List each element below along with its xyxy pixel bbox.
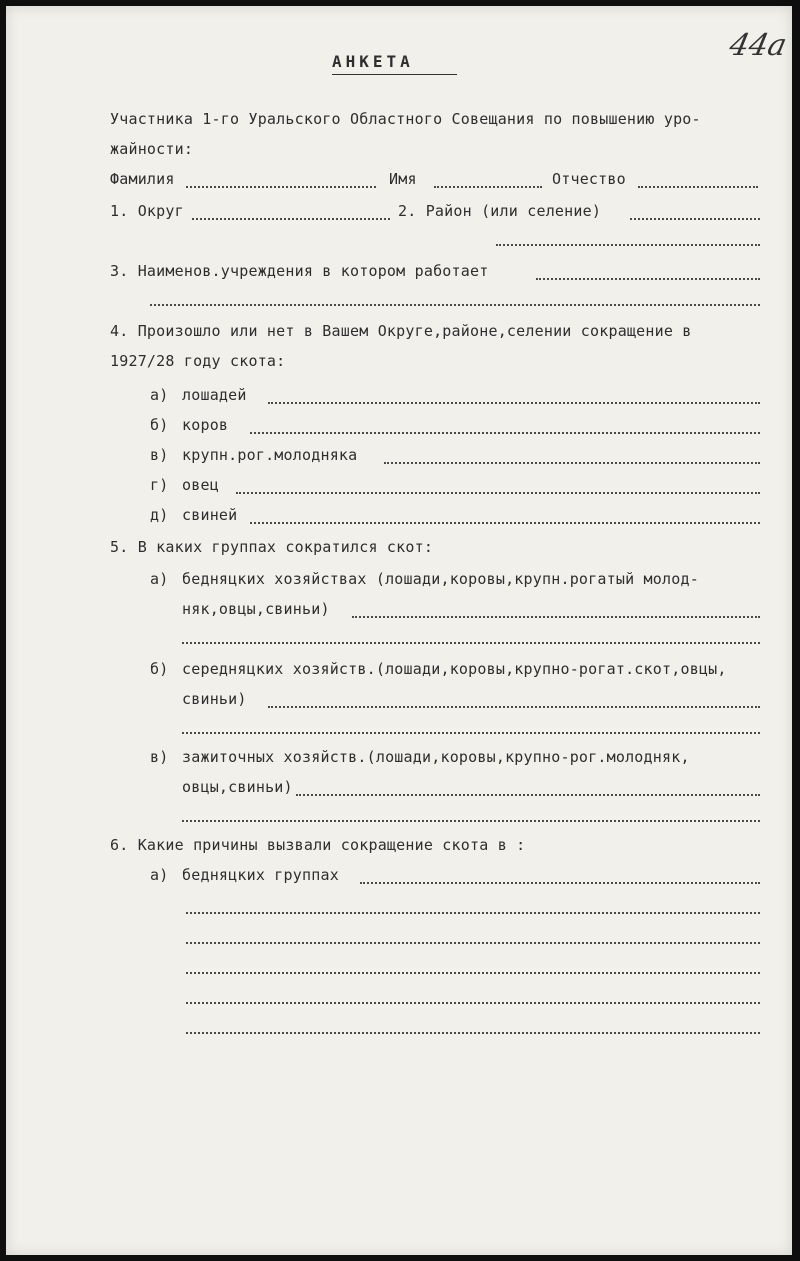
q4-item-text: лошадей [182, 386, 247, 404]
q6-heading: 6. Какие причины вызвали сокращение скота в : [110, 836, 526, 854]
title-underline [332, 74, 457, 75]
q4-item-letter: д) [150, 506, 169, 524]
surname-fill-line [186, 186, 376, 188]
q5-a-fill-line [352, 616, 760, 618]
q4-item-fill-line [250, 522, 760, 524]
q4-item-text: овец [182, 476, 219, 494]
q4-item-fill-line [384, 462, 760, 464]
q5-b-line-2: свиньи) [182, 690, 247, 708]
q5-c-fill-line [296, 794, 760, 796]
q4-item-text: свиней [182, 506, 238, 524]
q5-a-line-1: бедняцких хозяйствах (лошади,коровы,крупн.рогатый молод- [182, 570, 699, 588]
q2-label: 2. Район (или селение) [398, 202, 602, 220]
q5-b-fill-line-2 [182, 732, 760, 734]
q6-a-fill-line-3 [186, 942, 760, 944]
name-fill-line [434, 186, 542, 188]
q6-a-fill-line-6 [186, 1032, 760, 1034]
q5-a-letter: а) [150, 570, 169, 588]
q3-fill-line [536, 278, 760, 280]
q4-item-letter: в) [150, 446, 169, 464]
q3-fill-line-2 [150, 304, 760, 306]
q5-c-line-2: овцы,свиньи) [182, 778, 293, 796]
q6-a-letter: а) [150, 866, 169, 884]
name-label: Имя [389, 170, 417, 188]
q1-label: 1. Округ [110, 202, 184, 220]
q2-fill-line-2 [496, 244, 760, 246]
q6-a-fill-line-2 [186, 912, 760, 914]
q6-a-text: бедняцких группах [182, 866, 339, 884]
q6-a-fill-line-4 [186, 972, 760, 974]
q4-item-text: крупн.рог.молодняка [182, 446, 358, 464]
q5-b-fill-line [268, 706, 760, 708]
q4-item-letter: а) [150, 386, 169, 404]
patronymic-fill-line [638, 186, 758, 188]
q4-line-1: 4. Произошло или нет в Вашем Округе,районе,селении сокращение в [110, 322, 692, 340]
q5-a-fill-line-2 [182, 642, 760, 644]
q5-c-line-1: зажиточных хозяйств.(лошади,коровы,крупно-рог.молодняк, [182, 748, 690, 766]
q5-a-line-2: няк,овцы,свиньи) [182, 600, 330, 618]
intro-line-1: Участника 1-го Уральского Областного Совещания по повышению уро- [110, 110, 701, 128]
page-title: АНКЕТА [332, 52, 414, 71]
q6-a-fill-line-5 [186, 1002, 760, 1004]
q5-b-line-1: середняцких хозяйств.(лошади,коровы,крупно-рогат.скот,овцы, [182, 660, 727, 678]
q4-line-2: 1927/28 году скота: [110, 352, 286, 370]
surname-label: Фамилия [110, 170, 175, 188]
document-page [6, 6, 792, 1255]
intro-line-2: жайности: [110, 140, 194, 158]
q2-fill-line [630, 218, 760, 220]
q4-item-fill-line [250, 432, 760, 434]
q5-c-fill-line-2 [182, 820, 760, 822]
q4-item-text: коров [182, 416, 229, 434]
q3-label: 3. Наименов.учреждения в котором работает [110, 262, 489, 280]
folio-number: 44a [726, 28, 790, 63]
q5-heading: 5. В каких группах сократился скот: [110, 538, 434, 556]
q1-fill-line [192, 218, 390, 220]
q6-a-fill-line [360, 882, 760, 884]
q4-item-fill-line [236, 492, 760, 494]
q5-b-letter: б) [150, 660, 169, 678]
q4-item-letter: б) [150, 416, 169, 434]
q4-item-fill-line [268, 402, 760, 404]
q4-item-letter: г) [150, 476, 169, 494]
q5-c-letter: в) [150, 748, 169, 766]
patronymic-label: Отчество [552, 170, 626, 188]
